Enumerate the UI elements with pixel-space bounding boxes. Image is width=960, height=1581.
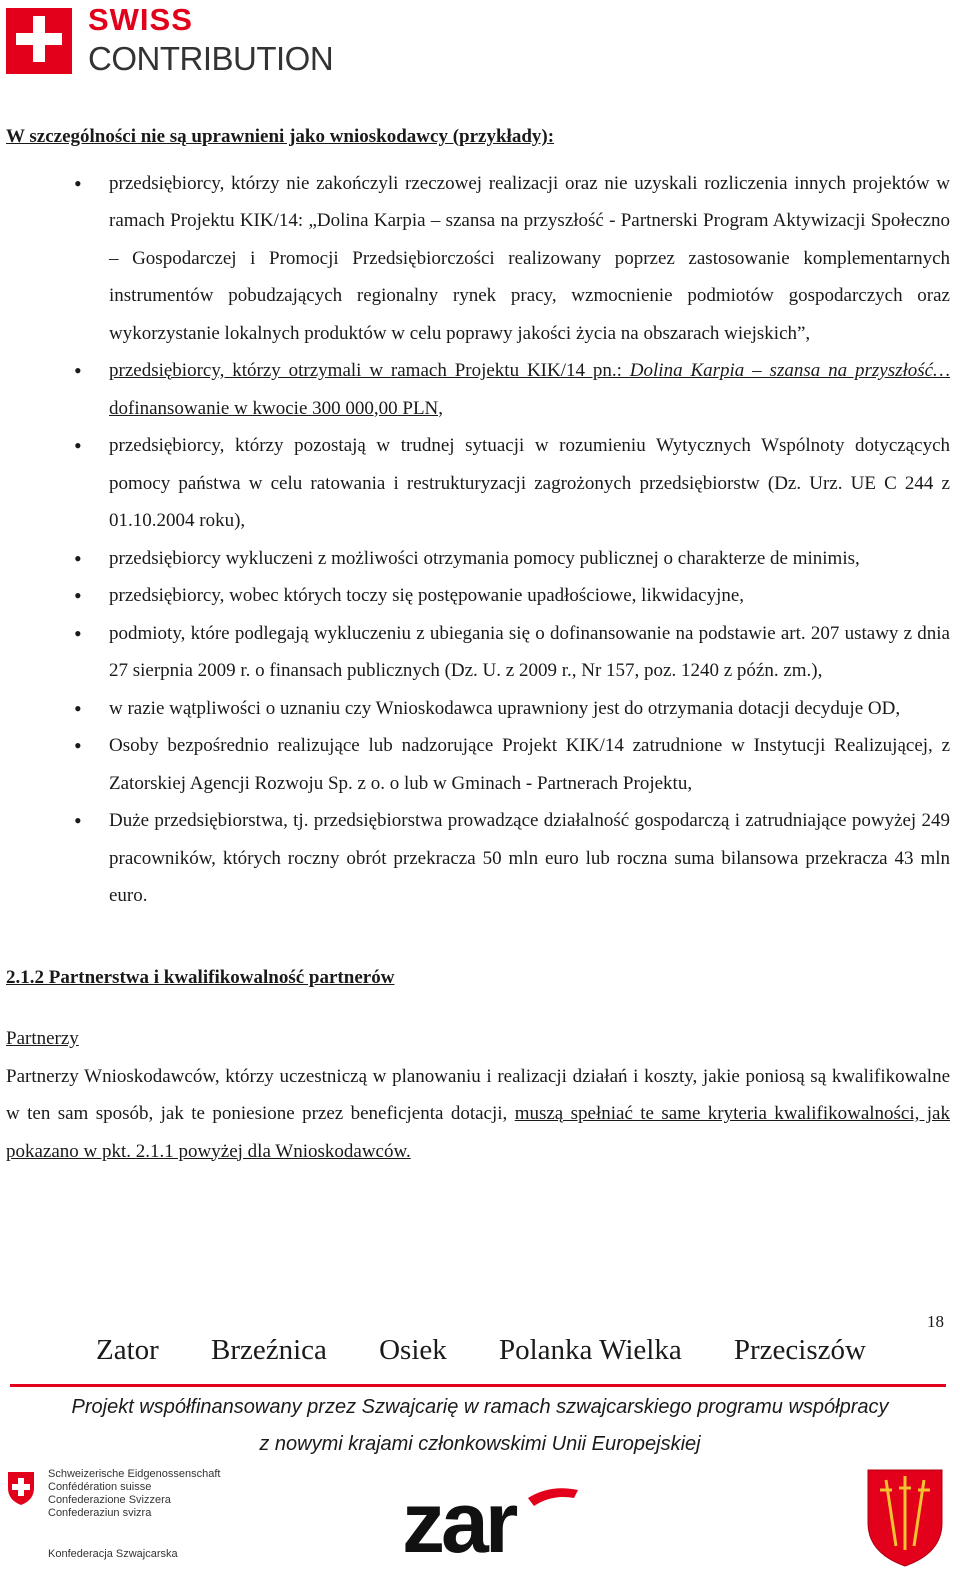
footer-cofinancing-line2: z nowymi krajami członkowskimi Unii Europejskiej xyxy=(259,1433,701,1455)
logo-text-swiss: SWISS xyxy=(88,2,193,37)
subsection-heading: Partnerzy xyxy=(6,1028,79,1049)
town-name: Brzeźnica xyxy=(211,1334,327,1366)
swiss-contribution-logo xyxy=(6,2,336,77)
footer-divider xyxy=(10,1384,946,1387)
list-item: • w razie wątpliwości o uznaniu czy Wnioskodawca uprawniony jest do otrzymania dotacji decyduje OD, xyxy=(6,690,950,728)
swiss-confederation-polish: Konfederacja Szwajcarska xyxy=(48,1548,178,1560)
list-item: • przedsiębiorcy wykluczeni z możliwości otrzymania pomocy publicznej o charakterze de minimis, xyxy=(6,540,950,578)
list-item: • Osoby bezpośrednio realizujące lub nadzorujące Projekt KIK/14 zatrudnione w Instytucji Realizującej, z Zatorskiej Agencji Rozwoju Sp. z o. o lub w Gminach - Partnerach Projektu, xyxy=(6,727,950,802)
document-body xyxy=(6,118,950,1170)
town-name: Polanka Wielka xyxy=(498,1334,682,1366)
list-item: • przedsiębiorcy, którzy pozostają w trudnej sytuacji w rozumieniu Wytycznych Wspólnoty dotyczących pomocy państwa w celu ratowania i restrukturyzacji zagrożonych przedsiębiorstw (Dz. Urz. UE C 244 z 01.10.2004 roku), xyxy=(6,427,950,540)
towns-row xyxy=(96,1334,866,1367)
list-item: • podmioty, które podlegają wykluczeniu z ubiegania się o dofinansowanie na podstawie art. 207 ustawy z dnia 27 sierpnia 2009 r. o finansach publicznych (Dz. U. z 2009 r., Nr 157, poz. 1240 z późn. zm.), xyxy=(6,615,950,690)
list-item: • przedsiębiorcy, którzy otrzymali w ramach Projektu KIK/14 pn.: Dolina Karpia – szansa na przyszłość… dofinansowanie w kwocie 300 000,00 PLN, xyxy=(6,352,950,427)
ineligible-list xyxy=(6,165,950,915)
logo-text-contribution: CONTRIBUTION xyxy=(88,40,334,77)
section-heading: W szczególności nie są uprawnieni jako wnioskodawcy (przykłady): xyxy=(6,126,555,147)
list-item: • Duże przedsiębiorstwa, tj. przedsiębiorstwa prowadzące działalność gospodarczą i zatrudniające powyżej 249 pracowników, których roczny obrót przekracza 50 mln euro lub roczna suma bilansowa przekracza 43 mln euro. xyxy=(6,802,950,915)
svg-text:zar: zar xyxy=(402,1480,515,1560)
town-name: Osiek xyxy=(379,1334,447,1366)
page-number: 18 xyxy=(927,1312,944,1331)
swiss-confederation-names: Schweizerische Eidgenossenschaft Confédération suisse Confederazione Svizzera Confederaziun svizra xyxy=(48,1468,221,1519)
coat-of-arms-icon xyxy=(866,1468,944,1568)
zar-logo xyxy=(400,1480,590,1560)
footer-cofinancing-line1: Projekt współfinansowany przez Szwajcarię w ramach szwajcarskiego programu współpracy xyxy=(71,1396,889,1418)
section-title: 2.1.2 Partnerstwa i kwalifikowalność partnerów xyxy=(6,966,395,988)
swiss-shield-icon xyxy=(6,1470,36,1506)
town-name: Zator xyxy=(96,1334,159,1366)
list-item: • przedsiębiorcy, którzy nie zakończyli rzeczowej realizacji oraz nie uzyskali rozliczenia innych projektów w ramach Projektu KIK/14: „Dolina Karpia – szansa na przyszłość - Partnerski Program Aktywizacji Społeczno – Gospodarczej i Promocji Przedsiębiorczości realizowany poprzez zastosowanie komplementarnych instrumentów pobudzających regionalny rynek pracy, wzmocnienie podmiotów gospodarczych oraz wykorzystanie lokalnych produktów w celu poprawy jakości życia na obszarach wiejskich”, xyxy=(6,165,950,353)
list-item: • przedsiębiorcy, wobec których toczy się postępowanie upadłościowe, likwidacyjne, xyxy=(6,577,950,615)
partners-paragraph: Partnerzy Wnioskodawców, którzy uczestniczą w planowaniu i realizacji działań i koszty, jakie poniosą są kwalifikowalne w ten sam sposób, jak te poniesione przez beneficjenta dotacji, muszą spełniać te same kryteria kwalifikowalności, jak pokazano w pkt. 2.1.1 powyżej dla Wnioskodawców. xyxy=(6,1065,950,1162)
town-name: Przeciszów xyxy=(733,1334,866,1366)
